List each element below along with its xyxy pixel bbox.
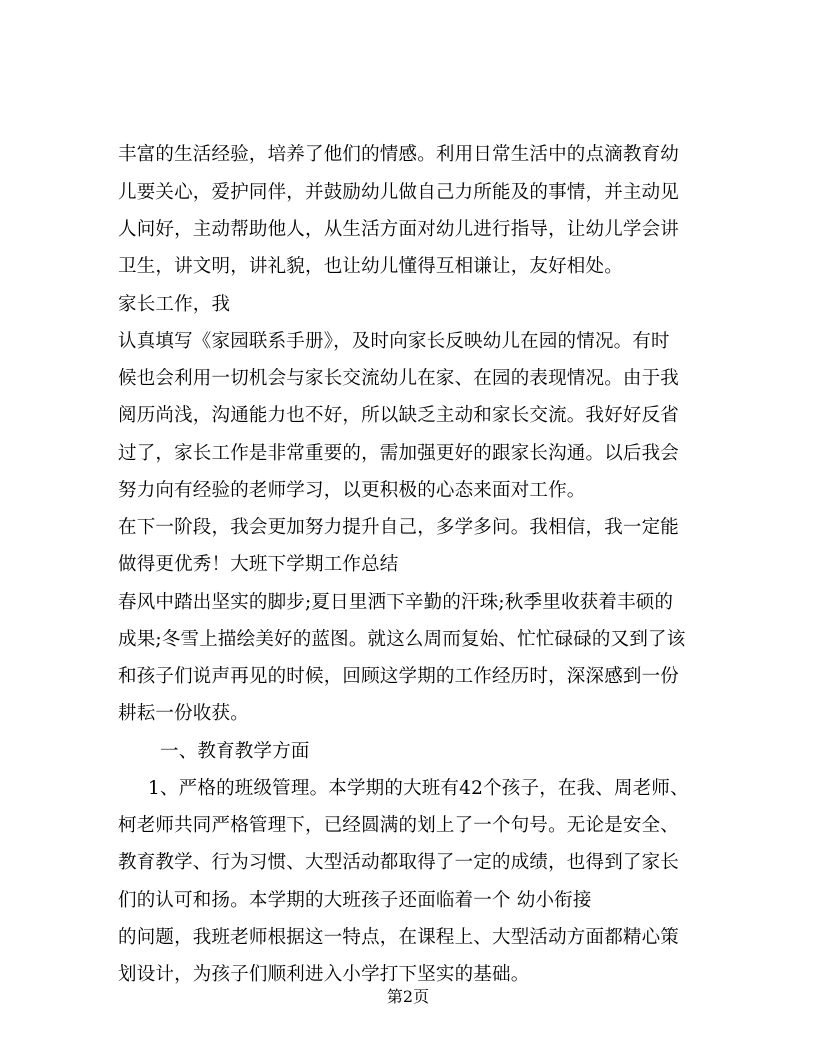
text-line: 划设计，为孩子们顺利进入小学打下坚实的基础。 <box>118 964 530 985</box>
text-line: 人问好，主动帮助他人，从生活方面对幼儿进行指导，让幼儿学会讲 <box>118 219 680 240</box>
text-line: 成果;冬雪上描绘美好的蓝图。就这么周而复始、忙忙碌碌的又到了该 <box>118 629 686 650</box>
text-line: 努力向有经验的老师学习，以更积极的心态来面对工作。 <box>118 480 586 501</box>
text-line: 过了，家长工作是非常重要的，需加强更好的跟家长沟通。以后我会 <box>118 443 680 464</box>
text-line: 教育教学、行为习惯、大型活动都取得了一定的成绩，也得到了家长 <box>118 852 680 873</box>
text-line: 儿要关心，爱护同伴，并鼓励幼儿做自己力所能及的事情，并主动见 <box>118 182 680 203</box>
section-heading: 家长工作，我 <box>118 294 231 315</box>
text-line: 候也会利用一切机会与家长交流幼儿在家、在园的表现情况。由于我 <box>118 368 680 389</box>
text-line: 在下一阶段，我会更加努力提升自己，多学多问。我相信，我一定能 <box>118 517 680 538</box>
text-line: 耕耘一份收获。 <box>118 703 249 724</box>
text-line: 做得更优秀！大班下学期工作总结 <box>118 554 399 575</box>
text-line: 卫生，讲文明，讲礼貌，也让幼儿懂得互相谦让，友好相处。 <box>118 256 623 277</box>
text-line: 和孩子们说声再见的时候，回顾这学期的工作经历时，深深感到一份 <box>118 666 680 687</box>
page-number: 第2页 <box>386 987 430 1006</box>
text-line: 的问题，我班老师根据这一特点，在课程上、大型活动方面都精心策 <box>118 927 680 948</box>
text-line: 春风中踏出坚实的脚步;夏日里洒下辛勤的汗珠;秋季里收获着丰硕的 <box>118 592 674 613</box>
text-line: 阅历尚浅，沟通能力也不好，所以缺乏主动和家长交流。我好好反省 <box>118 405 680 426</box>
text-line: 丰富的生活经验，培养了他们的情感。利用日常生活中的点滴教育幼 <box>118 144 680 165</box>
text-line: 们的认可和扬。本学期的大班孩子还面临着一个 幼小衔接 <box>118 890 592 911</box>
text-line: 认真填写《家园联系手册》，及时向家长反映幼儿在园的情况。有时 <box>118 331 670 352</box>
section-heading: 一、教育教学方面 <box>160 741 310 762</box>
text-line: 柯老师共同严格管理下，已经圆满的划上了一个句号。无论是安全、 <box>118 815 680 836</box>
text-line: 1、严格的班级管理。本学期的大班有42个孩子，在我、周老师、 <box>148 778 689 799</box>
